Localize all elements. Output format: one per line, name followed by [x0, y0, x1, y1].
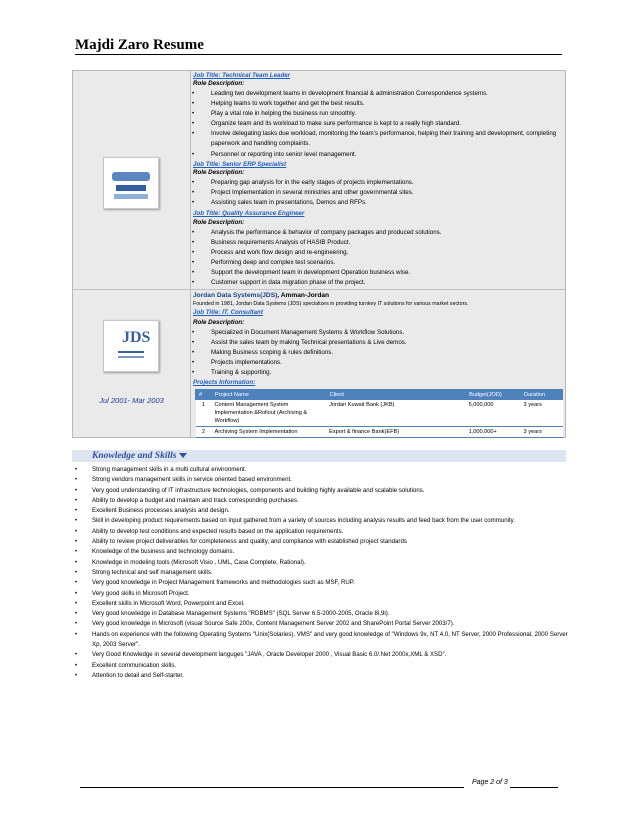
list-item: • Hands on experience with the following Operating Systems "Unix(Solaries), VMS" and very good knowledge of "Windows 9x, NT 4.0, NT Server, 2000 Professional, 2000 Server Xp, 2003 Server".	[75, 630, 568, 649]
list-item: • Very good knowledge in Project Management frameworks and methodologies such as MSF, RUP.	[75, 579, 355, 587]
list-item: • Ability to develop a budget and maintain and track corresponding purchases.	[75, 496, 299, 504]
knowledge-section-header	[72, 450, 566, 462]
list-item: • Very good understanding of IT infrastructure technologies, components and building highly available and scalable solutions.	[75, 486, 425, 494]
triangle-down-icon	[179, 453, 187, 458]
company-name: Jordan Data Systems(JDS), Amman-Jordan	[193, 292, 330, 299]
role-description-label: Role Description:	[193, 169, 245, 176]
job-title: Job Title: Technical Team Leader	[193, 72, 291, 79]
list-item: • Ability to review project deliverables for completeness and quality, and compliance with established project standards	[75, 538, 407, 546]
job-title: Job Title: Quality Assurance Engineer	[193, 210, 305, 217]
knowledge-section-title: Knowledge and Skills	[92, 450, 187, 462]
project-name: Archiving System Implementation	[211, 427, 326, 438]
footer-divider	[80, 787, 464, 788]
table-row	[196, 400, 563, 427]
experience-details-cell: Jordan Data Systems(JDS), Amman-Jordan Founded in 1981, Jordan Data Systems (JDS) specializes in providing turnkey IT solutions for various market sectors. Job Title: IT. Consultant Role Description: • Specialized in Document Management Systems & Workflow Solutions. • Assist the sales team by making Technical presentations & Live demos. • Making Business scoping & rules definitions. • Projects implementations. • Training & supporting. Projects Information: # Project Name Client Budget(JOD) Duration 1 Content Management System Implementation &Rollout (Archiving & Workflow) Jordan Kuwait Bank (JKB) 5,000,000 3 years 2 Archiving System Implementation Export & finance Bank(EFB) 1,000,000+ 3 years	[191, 290, 565, 437]
page-number: Page 2 of 3	[472, 779, 508, 786]
project-number: 1	[196, 400, 212, 427]
list-item: • Excellent communication skills.	[75, 661, 176, 669]
list-item: • Very Good Knowledge in several development languges "JAVA , Oracle Developer 2000 , Visual Basic 6.0/.Net 2000x,XML & XSD".	[75, 651, 447, 659]
experience-logo-cell	[73, 290, 191, 437]
experience-logo-cell	[73, 71, 191, 289]
column-header: Budget(JOD)	[466, 390, 521, 400]
job-title: Job Title: Senior ERP Specialist	[193, 161, 287, 168]
list-item: • Knowledge of the business and technology domains.	[75, 548, 235, 556]
list-item: • Very good knowledge in Database Management Systems "RDBMS" (SQL Server 6.5-2000-2005, Oracle 8i,9i).	[75, 610, 390, 618]
role-description-label: Role Description:	[193, 80, 245, 87]
experience-row-hasib	[73, 71, 565, 290]
job-title: Job Title: IT. Consultant	[193, 309, 263, 316]
jds-logo-icon: JDS	[103, 320, 159, 372]
list-item: • Skill in developing product requirements based on input gathered from a variety of sources including analysis results and feed back from the user community.	[75, 517, 515, 525]
projects-information-label: Projects Information:	[193, 379, 256, 386]
list-item: • Excellent skills in Microsoft Word, Powerpoint and Excel.	[75, 599, 245, 607]
role-description-label: Role Description:	[193, 319, 245, 326]
column-header: Project Name	[211, 390, 326, 400]
list-item: • Very good knowledge in Microsoft (visual Source Safe 200x, Content Management Server 2002 and SharePoint Portal Server 2003/7).	[75, 620, 455, 628]
project-client: Export & finance Bank(EFB)	[326, 427, 465, 438]
page-title: Majdi Zaro Resume	[75, 36, 562, 55]
experience-row-jds	[73, 290, 565, 437]
list-item: • Very good skills in Microsoft Project.	[75, 589, 190, 597]
project-name: Content Management System Implementation &Rollout (Archiving & Workflow)	[211, 400, 326, 427]
project-client: Jordan Kuwait Bank (JKB)	[326, 400, 465, 427]
column-header: #	[196, 390, 212, 400]
list-item: • Attention to detail and Self-starter.	[75, 671, 184, 679]
role-description-label: Role Description:	[193, 219, 245, 226]
list-item: • Knowledge in modeling tools (Microsoft Visio , UML, Case Complete, Rational).	[75, 558, 306, 566]
projects-header-row	[196, 390, 563, 400]
project-budget: 5,000,000	[466, 400, 521, 427]
project-budget: 1,000,000+	[466, 427, 521, 438]
list-item: • Strong vendors management skills in service oriented based environment.	[75, 476, 292, 484]
skills-list	[75, 465, 575, 681]
table-row	[196, 427, 563, 438]
hasib-logo-icon	[103, 157, 159, 209]
projects-table	[195, 389, 563, 438]
column-header: Duration	[521, 390, 563, 400]
list-item: • Excellent Business processes analysis and design.	[75, 507, 230, 515]
experience-details-cell: Job Title: Technical Team Leader Role Description: • Leading two development teams in development financial & administration Correspondence systems. • Helping teams to work together and get the best results. • Play a vital role in helping the business run smoothly. • Organize team and its workload to make sure performance is kept to a really high standard. • Involve delegating tasks due workload, monitoring the team’s performance, helping their training and development, completing paperwork and handling complaints. • Personnel or reporting into senior level management. Job Title: Senior ERP Specialist Role Description: • Preparing gap analysis for in the early stages of projects implementations. • Project Implementation in several ministries and other governmental sites. • Assisting sales team in presentations, Demos and RFPs. Job Title: Quality Assurance Engineer Role Description: • Analysis the performance & behavior of company packages and produced solutions. • Business requirements Analysis of HASIB Product. • Process and work flow design and re-engineering. • Performing deep and complex test scenarios. • Support the development team in development Operation business wise. • Customer support in data migration phase of the project.	[192, 72, 557, 286]
list-item: • Strong technical and self management skills.	[75, 568, 213, 576]
employment-dates: Jul 2001- Mar 2003	[99, 396, 164, 405]
project-duration: 3 years	[521, 427, 563, 438]
project-number: 2	[196, 427, 212, 438]
company-description: Founded in 1981, Jordan Data Systems (JDS) specializes in providing turnkey IT solutions for various market sectors.	[193, 301, 469, 307]
footer-divider	[510, 787, 558, 788]
list-item: • Strong management skills in a multi cultural environment.	[75, 466, 247, 473]
list-item: • Ability to develop test conditions and expected results based on the application requirements.	[75, 527, 344, 535]
column-header: Client	[326, 390, 465, 400]
experience-table	[72, 70, 566, 438]
project-duration: 3 years	[521, 400, 563, 427]
